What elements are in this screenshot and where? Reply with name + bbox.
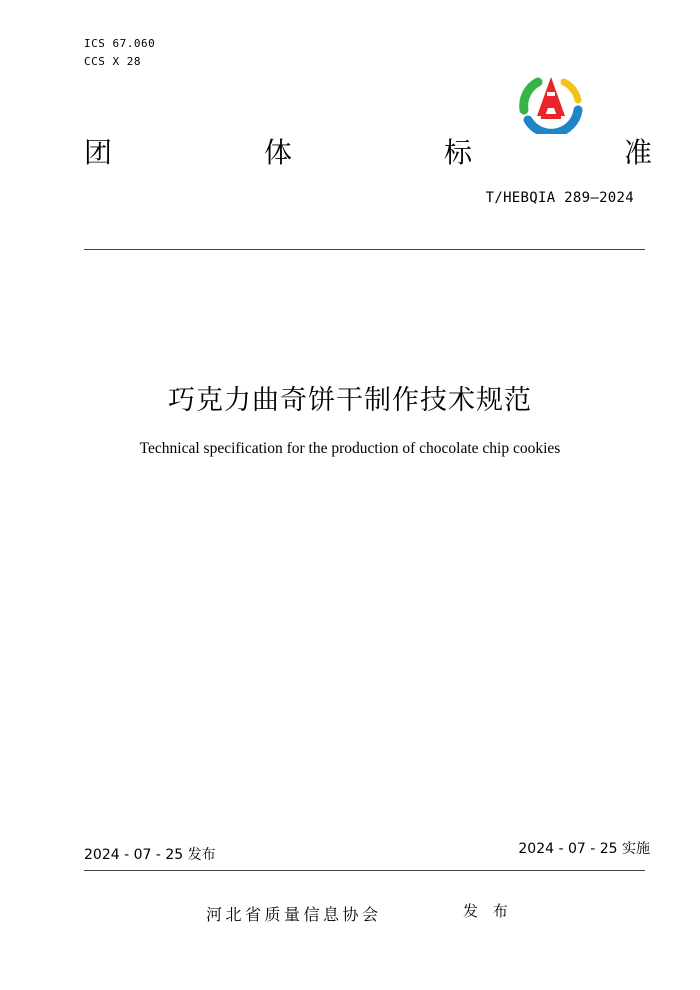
footer-divider	[84, 870, 645, 871]
logo-center-bar	[547, 92, 555, 96]
logo-green-arc	[524, 82, 538, 110]
association-logo-icon	[516, 70, 586, 134]
logo-blue-arc	[528, 110, 578, 133]
ics-code: ICS 67.060	[84, 37, 156, 50]
implementation-date: 2024 - 07 - 25 实施	[518, 841, 650, 857]
standard-number: T/HEBQIA 289—2024	[485, 190, 634, 206]
standard-type-char: 标	[444, 136, 473, 169]
issue-date: 2024 - 07 - 25 发布	[84, 847, 216, 863]
publish-label: 发 布	[463, 902, 513, 920]
standard-type-char: 体	[264, 136, 293, 169]
title-english: Technical specification for the production of chocolate chip cookies	[139, 440, 561, 457]
title-chinese: 巧克力曲奇饼干制作技术规范	[168, 385, 532, 416]
header-divider	[84, 249, 645, 250]
logo-red-base	[541, 114, 561, 119]
publisher-name: 河北省质量信息协会	[206, 905, 382, 924]
ccs-code: CCS X 28	[84, 55, 141, 68]
standard-type-char: 团	[84, 136, 113, 169]
standard-type-char: 准	[624, 136, 653, 169]
logo-yellow-arc	[564, 82, 578, 100]
